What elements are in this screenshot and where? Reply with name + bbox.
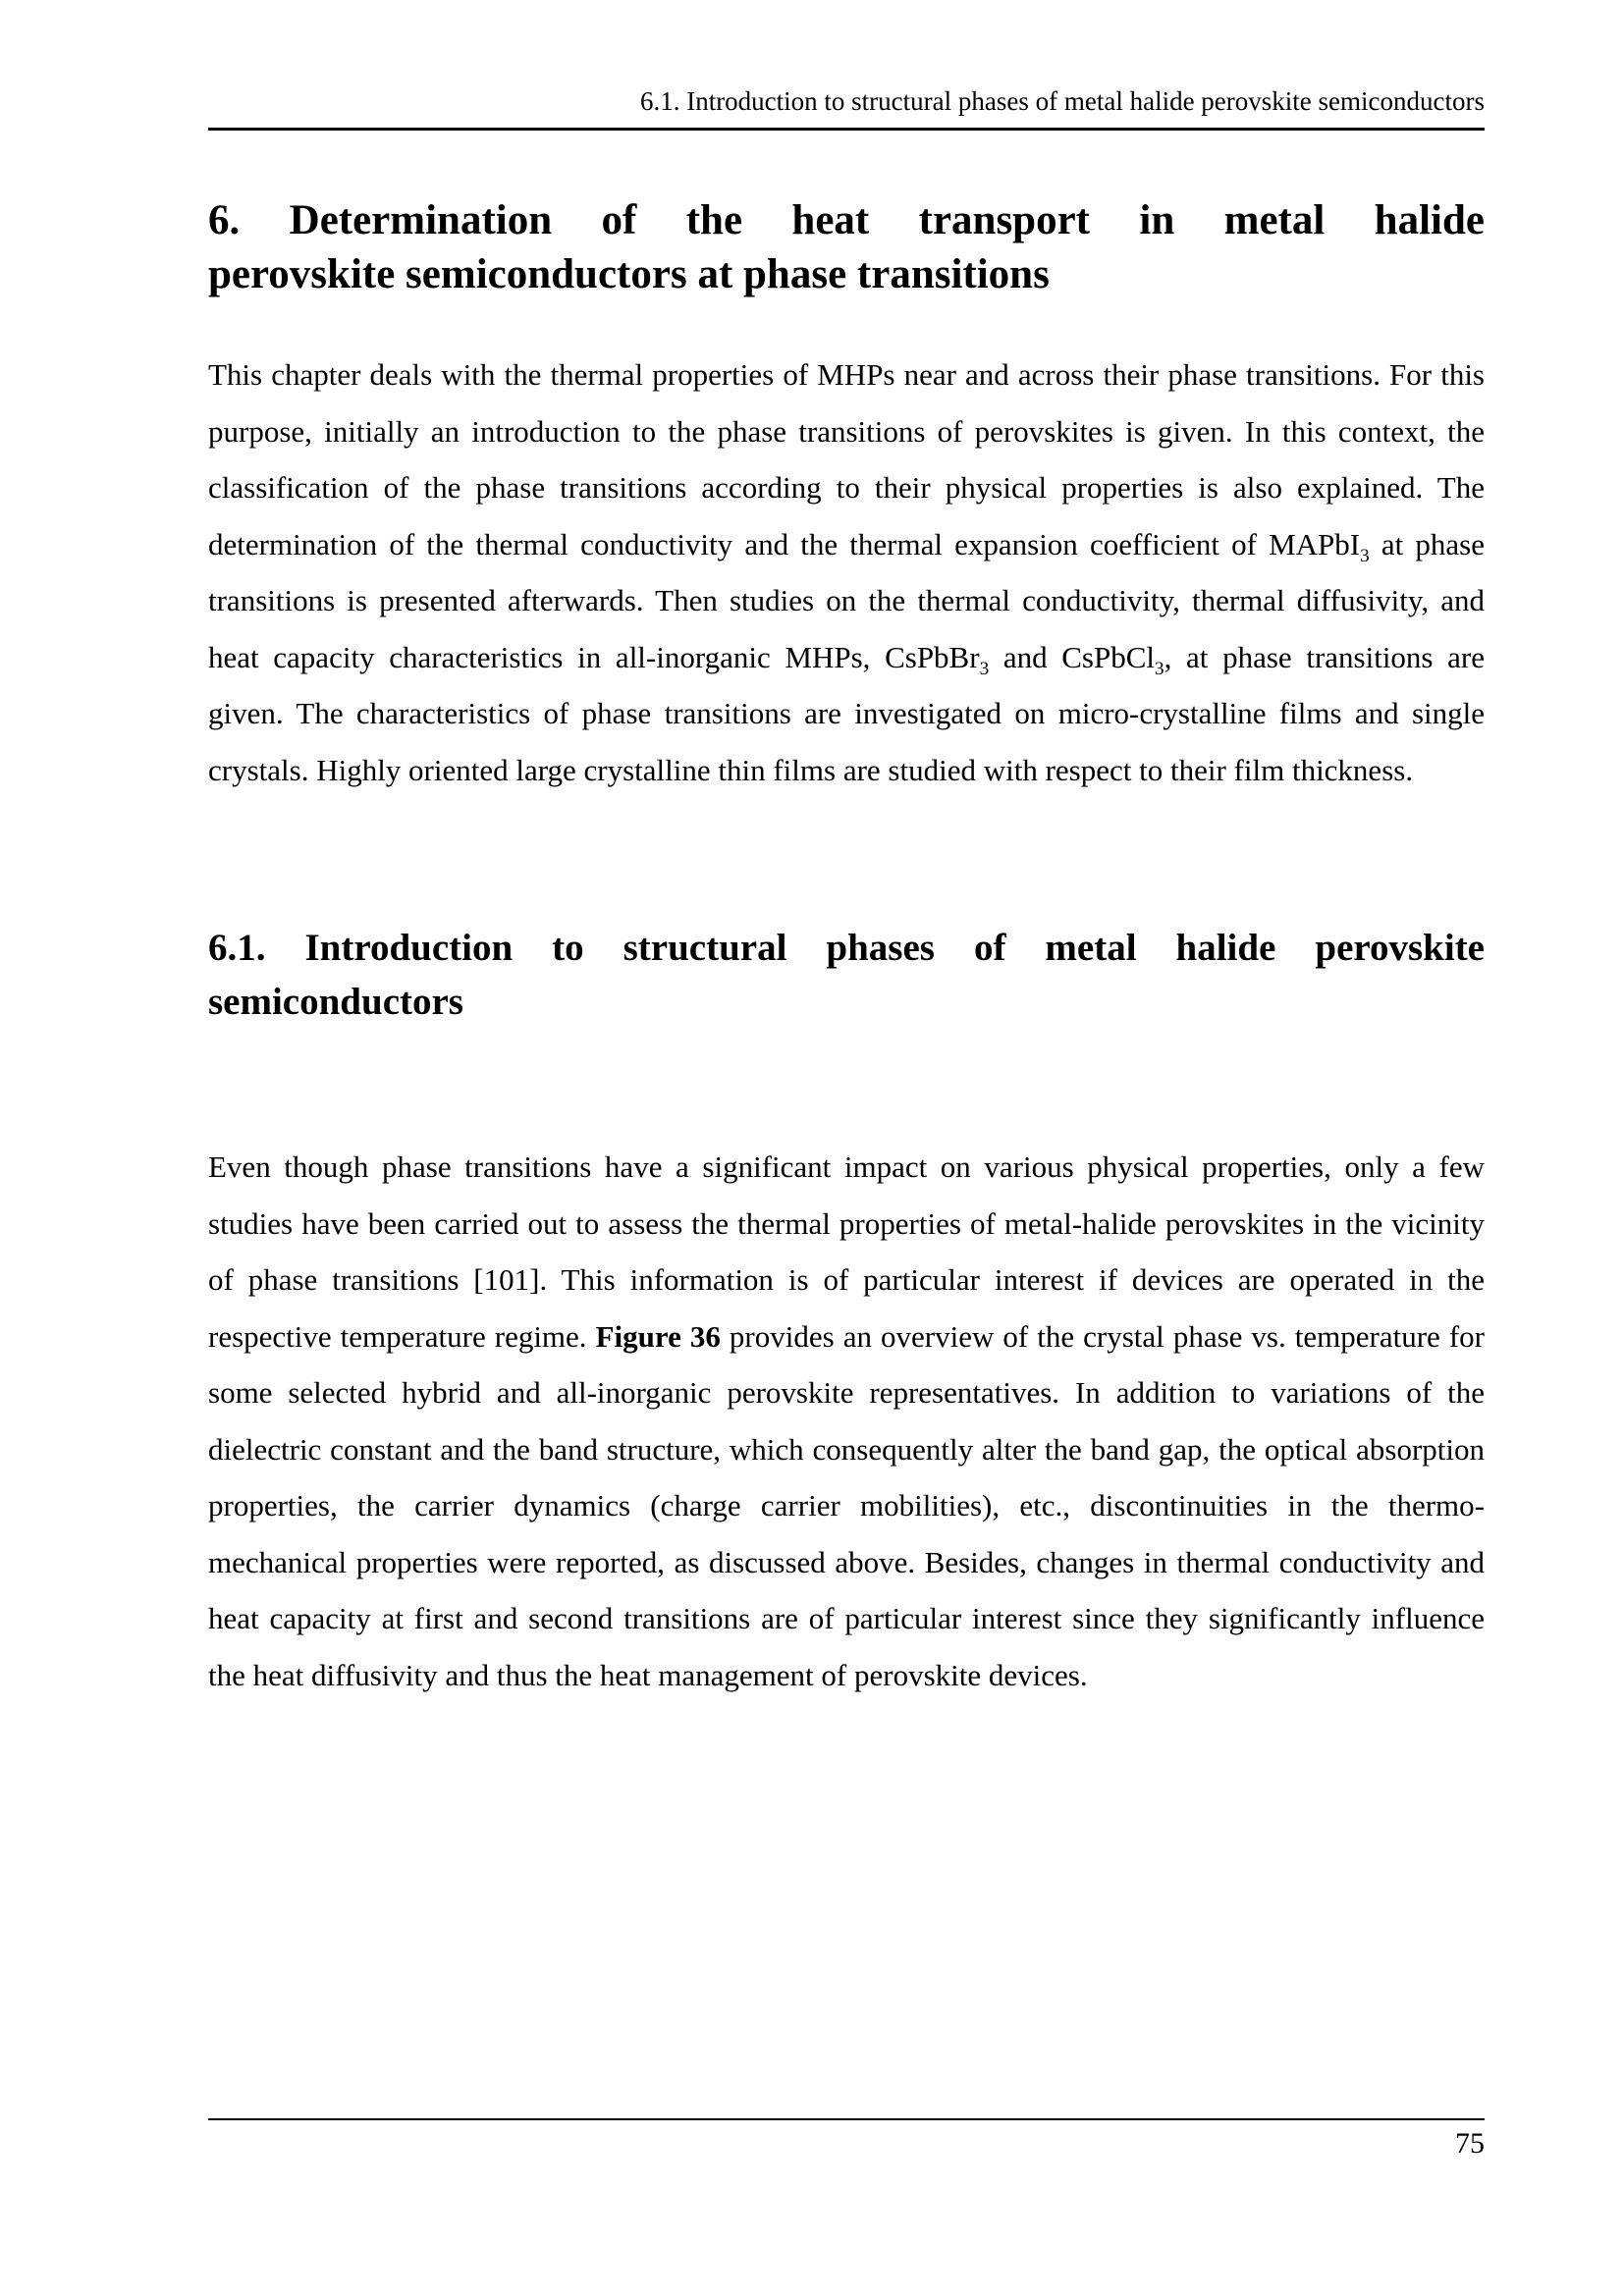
text-segment: provides an overview of the crystal phase vs. temperature for some selected hybrid and all-inorganic perovskite representatives. In addition to variations of the dielectric constant and the band structure, which consequently alter the band gap, the optical absorption properties, the carrier dynamics (charge carrier mobilities), etc., discontinuities in the thermo-mechanical properties were reported, as discussed above. Besides, changes in thermal conductivity and heat capacity at first and second transitions are of particular interest since they significantly influence the heat diffusivity and thus the heat management of perovskite devices. <box>208 1318 1485 1692</box>
heading-line: 6.1. Introduction to structural phases of metal halide perovskite <box>208 927 1485 969</box>
heading-line: perovskite semiconductors at phase transitions <box>208 251 1050 297</box>
heading-line: semiconductors <box>208 981 463 1023</box>
paragraph-intro-chapter <box>208 347 1485 798</box>
bold-text: Figure 36 <box>595 1318 721 1354</box>
subscript-text: 3 <box>1155 658 1164 679</box>
text-segment: Even though phase transitions have a significant impact on various physical properties, only a few studies have been carried out to assess the thermal properties of metal-halide perovskites in the vicinity of phase transitions [101]. This information is of particular interest if devices are operated in the respective temperature regime. <box>208 1149 1485 1354</box>
text-segment: This chapter deals with the thermal properties of MHPs near and across their phase transitions. For this purpose, initially an introduction to the phase transitions of perovskites is given. In this context, the classification of the phase transitions according to their physical properties is also explained. The determination of the thermal conductivity and the thermal expansion coefficient of MAPbI <box>208 357 1485 561</box>
section-heading-6-1 <box>208 921 1485 1029</box>
subscript-text: 3 <box>979 658 990 679</box>
page-number: 75 <box>1455 2127 1485 2160</box>
page-footer <box>208 2118 1485 2162</box>
text-block <box>208 84 1485 1703</box>
chapter-heading <box>208 193 1485 301</box>
text-segment: , at phase transitions are given. The characteristics of phase transitions are investigated on micro-crystalline films and single crystals. Highly oriented large crystalline thin films are studied with respect to their film thickness. <box>208 639 1485 787</box>
text-segment: and CsPbCl <box>989 639 1156 674</box>
subscript-text: 3 <box>1360 545 1370 566</box>
text-segment: at phase transitions is presented afterwards. Then studies on the thermal conductivity, thermal diffusivity, and heat capacity characteristics in all-inorganic MHPs, CsPbBr <box>208 526 1485 674</box>
heading-line: 6. Determination of the heat transport in metal halide <box>208 197 1485 243</box>
running-header: 6.1. Introduction to structural phases of metal halide perovskite semiconductors <box>208 84 1485 131</box>
paragraph-section-6-1 <box>208 1139 1485 1703</box>
